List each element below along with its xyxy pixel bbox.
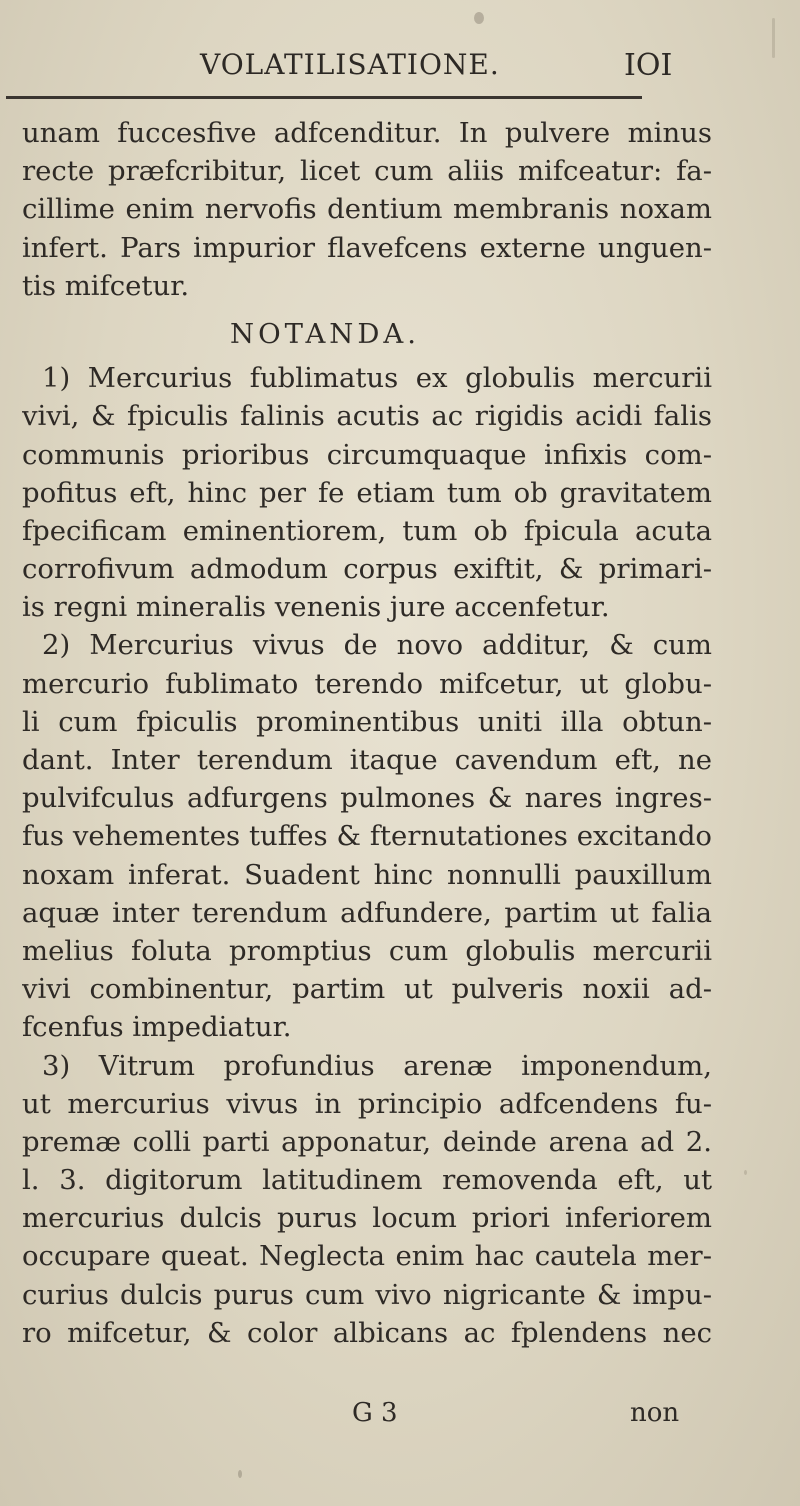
text-line: corrofivum admodum corpus exiftit, & primari- [22, 553, 712, 586]
text-line: ut mercurius vivus in principio adfcendens fu- [22, 1087, 712, 1120]
header-rule [6, 96, 642, 99]
text-line: noxam inferat. Suadent hinc nonnulli pauxillum [22, 858, 712, 891]
text-line: 3) Vitrum profundius arenæ imponendum, [42, 1049, 712, 1082]
text-line: premæ colli parti apponatur, deinde arena ad 2. [22, 1125, 712, 1158]
text-line: fcenfus impediatur. [22, 1011, 292, 1044]
text-line: pulvifculus adfurgens pulmones & nares ingres- [22, 782, 712, 815]
text-line: communis prioribus circumquaque infixis com- [22, 438, 712, 471]
ink-speck [238, 1470, 242, 1478]
text-line: vivi, & fpiculis falinis acutis ac rigidis acidi falis [22, 400, 712, 433]
page-number: IOI [624, 48, 673, 83]
text-line: 1) Mercurius fublimatus ex globulis mercurii [42, 362, 712, 395]
running-title: VOLATILISATIONE. [200, 48, 500, 81]
ink-speck [744, 1170, 747, 1175]
text-line: is regni mineralis venenis jure accenfetur. [22, 591, 610, 624]
text-line: pofitus eft, hinc per fe etiam tum ob gravitatem [22, 476, 712, 509]
text-line: mercurius dulcis purus locum priori inferiorem [22, 1202, 712, 1235]
ink-speck [474, 12, 484, 24]
text-line: melius foluta promptius cum globulis mercurii [22, 934, 712, 967]
text-line: tis mifcetur. [22, 269, 190, 302]
text-line: unam fuccesfive adfcenditur. In pulvere minus [22, 117, 712, 149]
running-header [0, 48, 800, 88]
text-line: occupare queat. Neglecta enim hac cautela mer- [22, 1240, 712, 1273]
text-line: ro mifcetur, & color albicans ac fplendens nec [22, 1316, 712, 1349]
text-line: 2) Mercurius vivus de novo additur, & cum [42, 629, 712, 662]
text-line: cillime enim nervofis dentium membranis noxam [22, 193, 712, 226]
text-line: dant. Inter terendum itaque cavendum eft, ne [22, 744, 712, 776]
text-line: aquæ inter terendum adfundere, partim ut falia [22, 896, 712, 929]
text-line: curius dulcis purus cum vivo nigricante & impu- [22, 1278, 712, 1311]
text-line: mercurio fublimato terendo mifcetur, ut globu- [22, 667, 712, 700]
body-text [22, 114, 712, 1352]
page-footer [0, 1398, 800, 1438]
text-line: li cum fpiculis prominentibus uniti illa obtun- [22, 705, 712, 738]
text-line: infert. Pars impurior flavefcens externe unguen- [22, 231, 712, 264]
text-line: fpecificam eminentiorem, tum ob fpicula acuta [22, 514, 712, 547]
text-line: fus vehementes tuffes & fternutationes excitando [22, 820, 712, 853]
signature-mark: G 3 [352, 1398, 398, 1428]
text-line: recte præfcribitur, licet cum aliis mifceatur: fa- [22, 155, 712, 188]
text-line: vivi combinentur, partim ut pulveris noxii ad- [22, 973, 712, 1006]
catchword: non [630, 1398, 680, 1428]
text-line: l. 3. digitorum latitudinem removenda eft, ut [22, 1164, 712, 1197]
section-heading: NOTANDA. [230, 317, 421, 350]
